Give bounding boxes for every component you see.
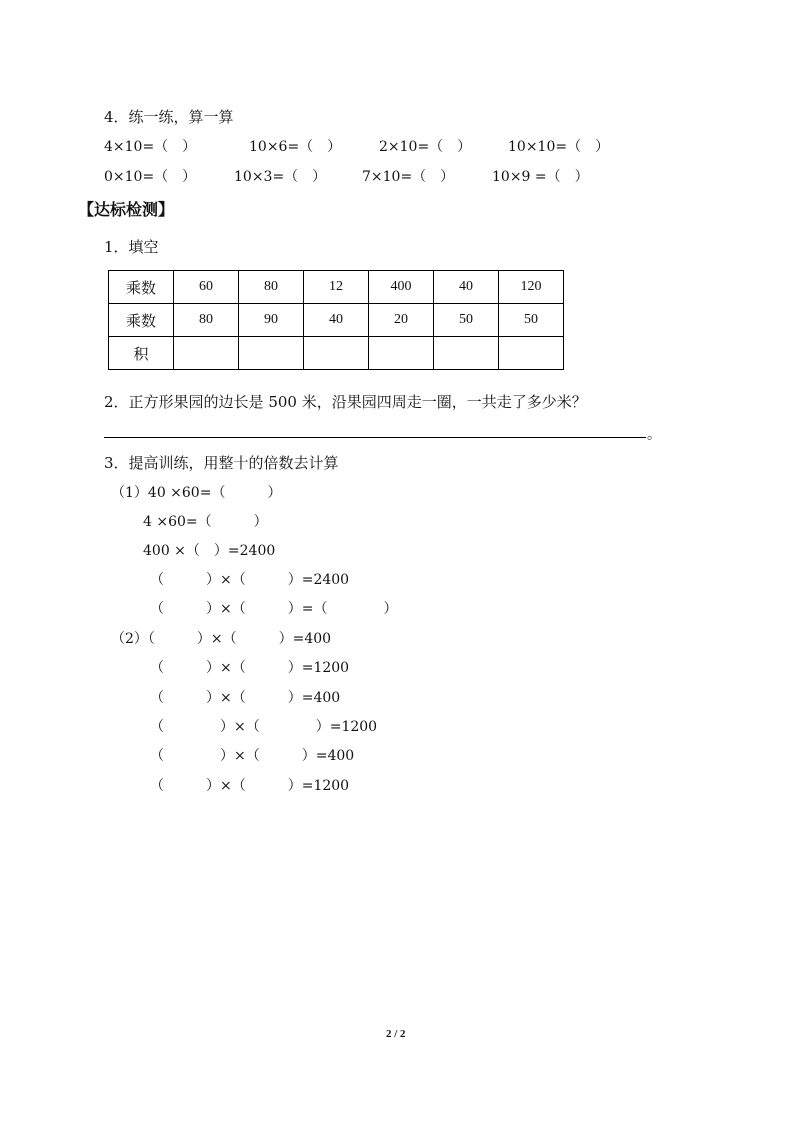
- question-3-title: 3．提高训练，用整十的倍数去计算: [104, 454, 339, 472]
- answer-line[interactable]: [104, 437, 646, 438]
- equation-line: （ ）×（ ）=400: [150, 748, 355, 764]
- answer-cell[interactable]: [434, 337, 499, 370]
- table-cell: 80: [174, 304, 239, 337]
- table-cell: 400: [369, 271, 434, 304]
- equation-line: （ ）×（ ）=（ ）: [150, 601, 398, 617]
- equation-line: 4 ×60=（ ）: [143, 514, 268, 530]
- equation-line: （ ）×（ ）=1200: [150, 660, 350, 676]
- row-label: 积: [109, 337, 174, 370]
- practice-item: 7×10=（ ）: [362, 169, 455, 185]
- answer-cell[interactable]: [239, 337, 304, 370]
- section-heading: 【达标检测】: [78, 200, 175, 219]
- equation-line: （ ）×（ ）=1200: [150, 719, 378, 735]
- practice-item: 10×10=（ ）: [508, 139, 610, 155]
- practice-item: 0×10=（ ）: [104, 169, 197, 185]
- table-row: [109, 271, 564, 304]
- practice-item: 10×6=（ ）: [249, 139, 342, 155]
- table-row: [109, 337, 564, 370]
- table-cell: 80: [239, 271, 304, 304]
- equation-line: （ ）×（ ）=2400: [150, 572, 350, 588]
- table-cell: 40: [434, 271, 499, 304]
- table-cell: 90: [239, 304, 304, 337]
- fill-table: [108, 270, 564, 370]
- equation-line: 400 ×（ ）=2400: [143, 543, 276, 559]
- equation-line: （ ）×（ ）=1200: [150, 778, 350, 794]
- row-label: 乘数: [109, 304, 174, 337]
- page-number: 2 / 2: [386, 1028, 406, 1040]
- table-cell: 20: [369, 304, 434, 337]
- practice-item: 10×3=（ ）: [234, 169, 327, 185]
- equation-line: （ ）×（ ）=400: [150, 690, 341, 706]
- answer-cell[interactable]: [174, 337, 239, 370]
- practice-title: 4．练一练，算一算: [104, 108, 234, 126]
- table-cell: 40: [304, 304, 369, 337]
- row-label: 乘数: [109, 271, 174, 304]
- practice-item: 4×10=（ ）: [104, 139, 197, 155]
- question-1-title: 1．填空: [104, 238, 159, 256]
- table-cell: 12: [304, 271, 369, 304]
- answer-cell[interactable]: [499, 337, 564, 370]
- answer-cell[interactable]: [304, 337, 369, 370]
- table-cell: 60: [174, 271, 239, 304]
- table-cell: 120: [499, 271, 564, 304]
- practice-item: 10×9 =（ ）: [492, 169, 589, 185]
- equation-line: （2）（ ）×（ ）=400: [111, 631, 332, 647]
- table-cell: 50: [499, 304, 564, 337]
- table-cell: 50: [434, 304, 499, 337]
- end-mark: 。: [647, 427, 661, 443]
- question-2-text: 2．正方形果园的边长是 500 米，沿果园四周走一圈，一共走了多少米？: [104, 393, 587, 411]
- table-row: [109, 304, 564, 337]
- practice-item: 2×10=（ ）: [379, 139, 472, 155]
- answer-cell[interactable]: [369, 337, 434, 370]
- equation-line: （1）40 ×60=（ ）: [111, 485, 282, 501]
